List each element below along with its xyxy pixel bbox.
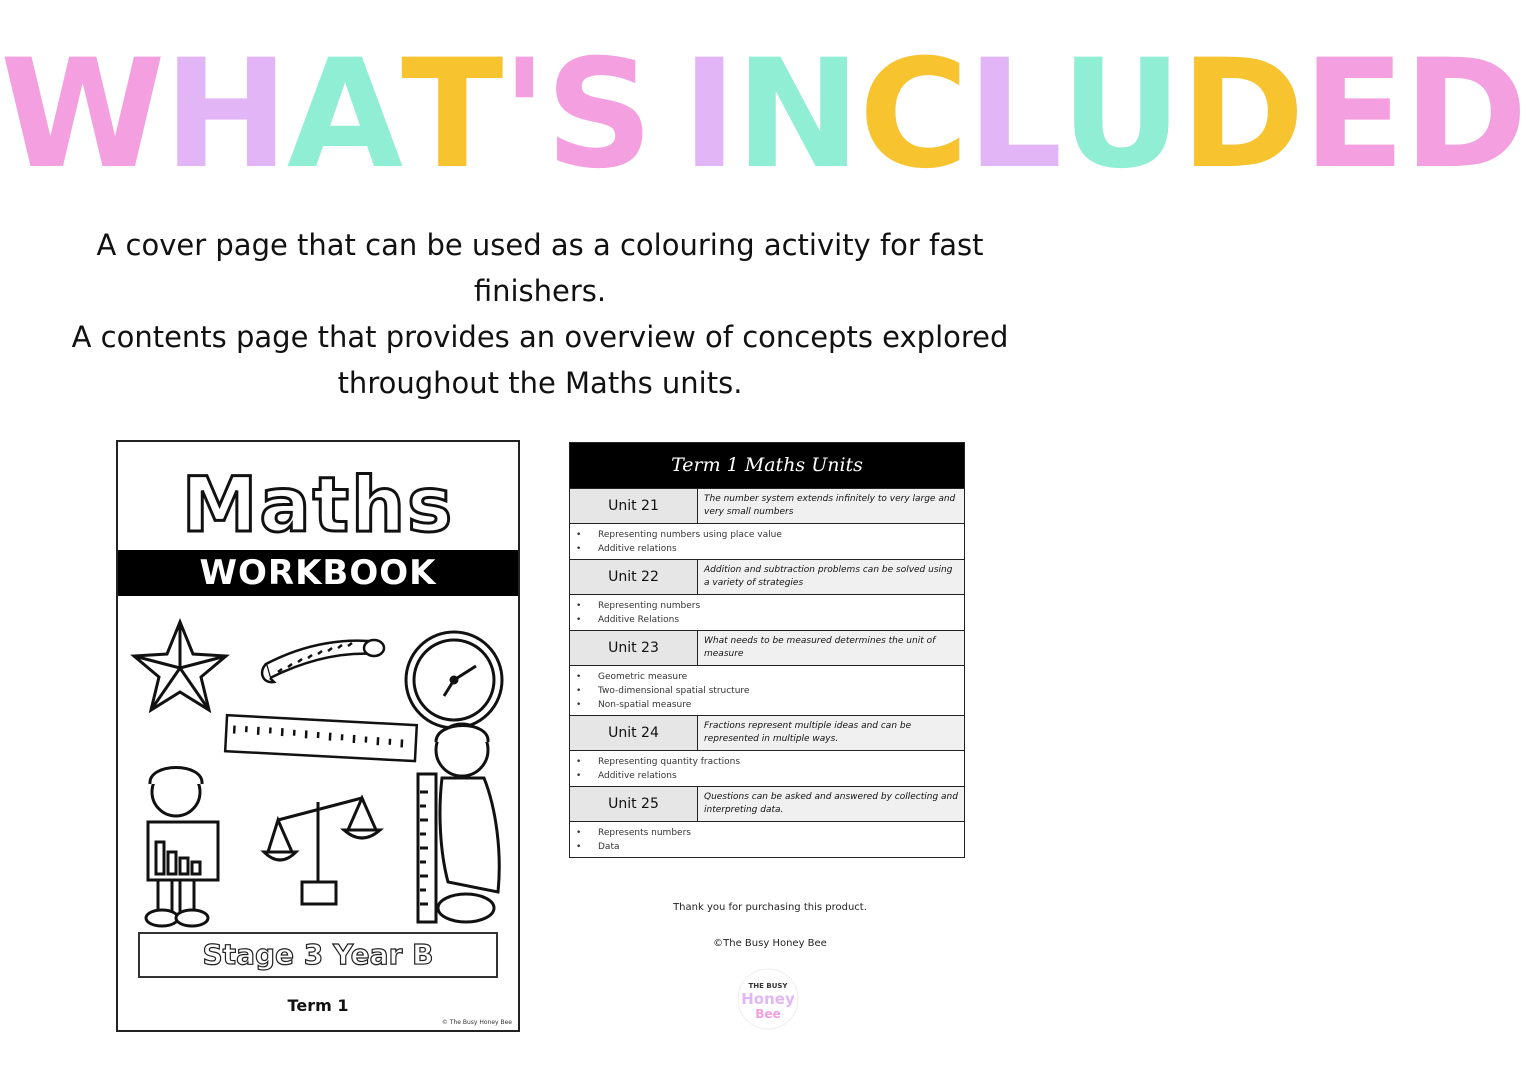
topic-item: • Non-spatial measure bbox=[576, 700, 692, 710]
description-line-2: A contents page that provides an overview of concepts explored throughout the Maths units. bbox=[71, 320, 1009, 400]
headline-letter: D bbox=[1180, 28, 1303, 202]
topic-item: • Additive relations bbox=[576, 544, 677, 554]
unit-name: Unit 22 bbox=[570, 560, 698, 594]
page-headline bbox=[0, 28, 1526, 202]
balance-scale-icon bbox=[264, 798, 380, 904]
unit-row bbox=[570, 786, 964, 821]
units-table bbox=[569, 442, 965, 858]
topic-text: Geometric measure bbox=[598, 672, 688, 682]
description-line-1: A cover page that can be used as a colouring activity for fast finishers. bbox=[96, 228, 984, 308]
unit-name: Unit 25 bbox=[570, 787, 698, 821]
headline-letter: ' bbox=[501, 28, 546, 202]
topic-item: • Additive relations bbox=[576, 771, 677, 781]
cover-illustrations bbox=[118, 602, 518, 932]
topic-item: • Additive Relations bbox=[576, 615, 680, 625]
unit-row bbox=[570, 715, 964, 750]
unit-description: Questions can be asked and answered by collecting and interpreting data. bbox=[698, 787, 964, 821]
topic-text: Additive relations bbox=[598, 544, 677, 554]
topic-item: • Represents numbers bbox=[576, 828, 691, 838]
star-icon bbox=[134, 622, 226, 710]
headline-letter: N bbox=[735, 28, 859, 202]
description bbox=[60, 222, 1020, 406]
topic-text: Represents numbers bbox=[598, 828, 691, 838]
topic-text: Non-spatial measure bbox=[598, 700, 692, 710]
boy-with-ruler-icon bbox=[418, 724, 499, 922]
headline-letter: W bbox=[0, 28, 164, 202]
topic-item: • Representing numbers bbox=[576, 601, 701, 611]
unit-row bbox=[570, 488, 964, 523]
unit-topics bbox=[570, 750, 964, 786]
headline-letter: S bbox=[545, 28, 652, 202]
ruler-icon bbox=[225, 715, 417, 761]
topic-item: • Representing quantity fractions bbox=[576, 757, 741, 767]
workbook-cover bbox=[116, 440, 520, 1032]
logo-text-bot: Bee bbox=[755, 1007, 781, 1021]
unit-topics bbox=[570, 523, 964, 559]
unit-topics bbox=[570, 821, 964, 857]
cover-title: Maths bbox=[181, 460, 455, 549]
unit-description: What needs to be measured determines the unit of measure bbox=[698, 631, 964, 665]
headline-letter: D bbox=[1403, 28, 1526, 202]
logo-text-top: THE BUSY bbox=[748, 982, 788, 990]
thank-you-note: Thank you for purchasing this product. bbox=[673, 902, 867, 913]
topic-text: Data bbox=[598, 842, 620, 852]
headline-letter: I bbox=[681, 28, 736, 202]
cover-band: WORKBOOK bbox=[118, 550, 518, 596]
topic-text: Additive relations bbox=[598, 771, 677, 781]
topic-text: Representing numbers using place value bbox=[598, 530, 782, 540]
unit-row bbox=[570, 630, 964, 665]
headline-letter: U bbox=[1060, 28, 1181, 202]
unit-topics bbox=[570, 665, 964, 715]
cover-term: Term 1 bbox=[287, 996, 349, 1015]
credit-line: ©The Busy Honey Bee bbox=[713, 938, 827, 949]
topic-item: • Two-dimensional spatial structure bbox=[576, 686, 750, 696]
unit-name: Unit 24 bbox=[570, 716, 698, 750]
headline-letter: E bbox=[1302, 28, 1404, 202]
unit-description: Addition and subtraction problems can be solved using a variety of strategies bbox=[698, 560, 964, 594]
headline-letter: T bbox=[401, 28, 502, 202]
measuring-tape-icon bbox=[262, 640, 384, 682]
headline-letter: L bbox=[966, 28, 1061, 202]
cover-stage: Stage 3 Year B bbox=[202, 938, 434, 971]
unit-description: The number system extends infinitely to very large and very small numbers bbox=[698, 489, 964, 523]
clock-icon bbox=[406, 632, 502, 728]
unit-description: Fractions represent multiple ideas and can be represented in multiple ways. bbox=[698, 716, 964, 750]
headline-letter: C bbox=[858, 28, 967, 202]
unit-row bbox=[570, 559, 964, 594]
unit-topics bbox=[570, 594, 964, 630]
logo-text-mid: Honey bbox=[741, 990, 795, 1008]
busy-honey-bee-logo bbox=[737, 968, 799, 1030]
topic-item: • Geometric measure bbox=[576, 672, 688, 682]
topic-item: • Data bbox=[576, 842, 620, 852]
units-heading: Term 1 Maths Units bbox=[570, 443, 964, 488]
topic-text: Two-dimensional spatial structure bbox=[598, 686, 750, 696]
topic-text: Representing numbers bbox=[598, 601, 701, 611]
unit-name: Unit 23 bbox=[570, 631, 698, 665]
cover-stage-box bbox=[138, 932, 498, 978]
topic-item: • Representing numbers using place value bbox=[576, 530, 782, 540]
cover-copyright: © The Busy Honey Bee bbox=[441, 1019, 512, 1026]
topic-text: Representing quantity fractions bbox=[598, 757, 741, 767]
girl-with-chart-icon bbox=[146, 768, 218, 927]
topic-text: Additive Relations bbox=[598, 615, 680, 625]
headline-letter: A bbox=[287, 28, 402, 202]
unit-name: Unit 21 bbox=[570, 489, 698, 523]
headline-letter: H bbox=[163, 28, 288, 202]
